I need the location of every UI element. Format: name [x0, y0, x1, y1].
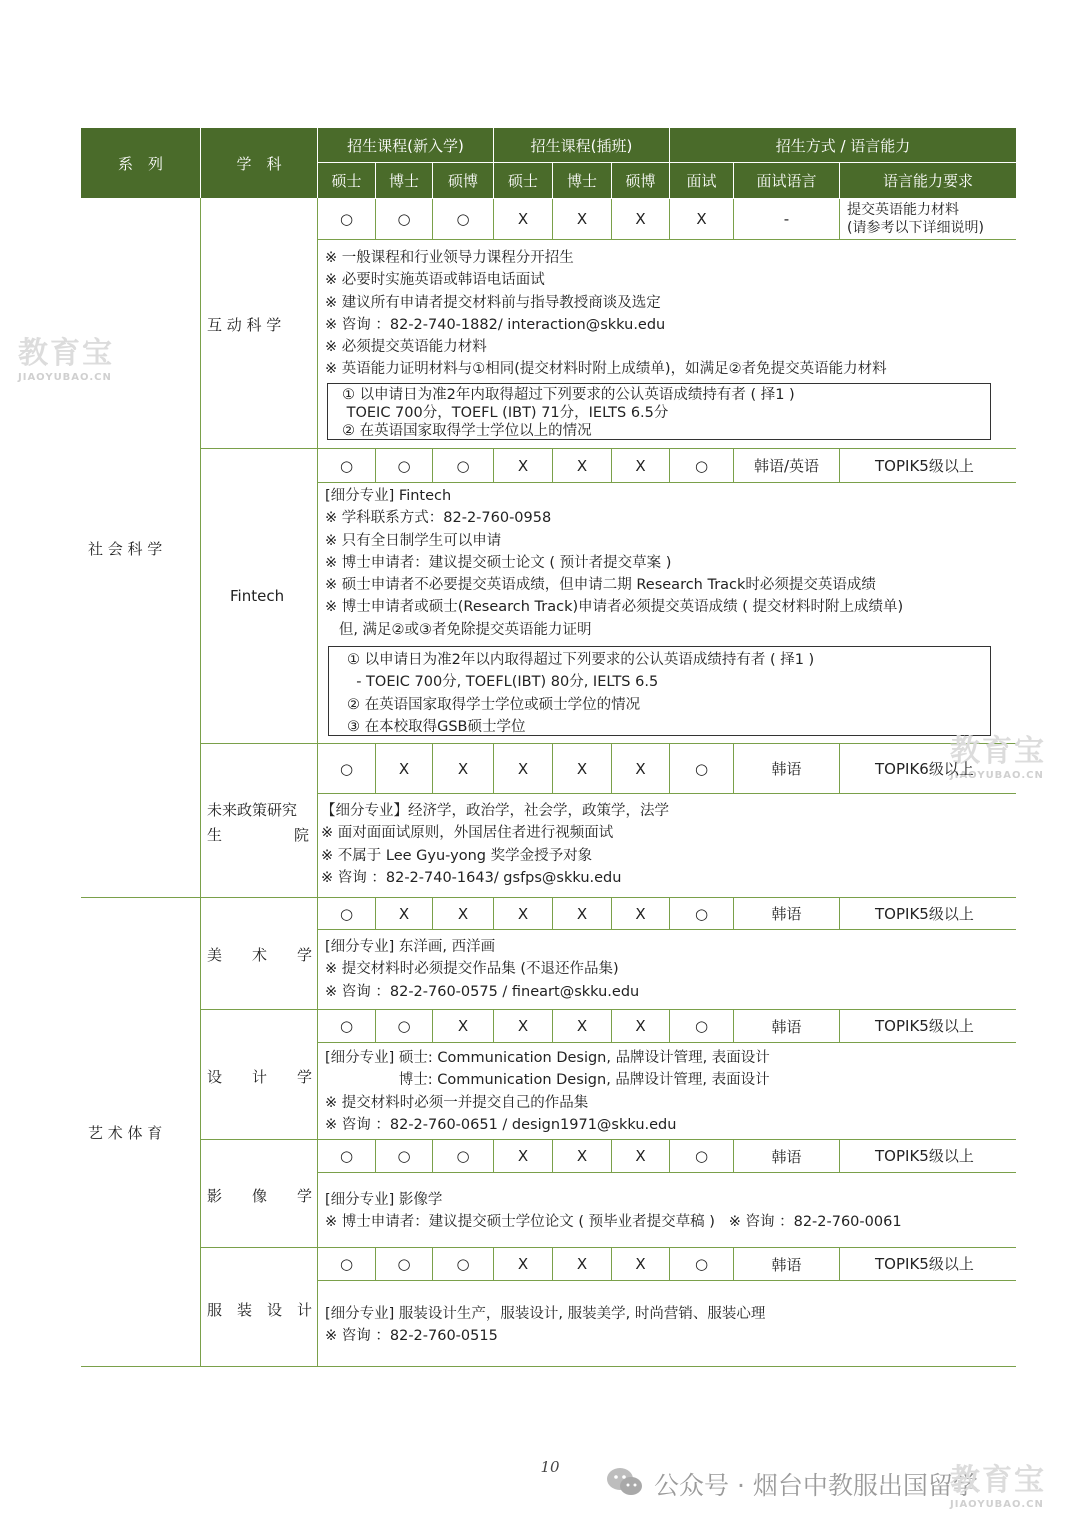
- grid-line: [839, 449, 840, 482]
- status-cell: ○: [397, 456, 411, 475]
- grid-line: [432, 1248, 433, 1280]
- status-cell: ○: [339, 904, 354, 923]
- col-header: 面试: [670, 163, 733, 198]
- grid-line: [733, 898, 734, 929]
- status-cell: X: [635, 1255, 646, 1273]
- grid-line: [669, 1140, 670, 1172]
- grid-line: [669, 199, 670, 239]
- grid-line: [493, 744, 494, 793]
- grid-line: [493, 898, 494, 929]
- row-notes: [细分专业] 服装设计生产，服装设计, 服装美学, 时尚营销、服装心理 ※ 咨询 ：82-2-760-0515: [325, 1306, 766, 1345]
- grid-line: [200, 198, 201, 1367]
- status-cell: TOPIK5级以上: [875, 456, 974, 475]
- grid-line: [611, 1010, 612, 1042]
- grid-line: [318, 1280, 1016, 1281]
- status-cell: X: [635, 1017, 646, 1035]
- status-cell: X: [576, 456, 588, 475]
- status-cell: ○: [694, 759, 709, 778]
- grid-line: [552, 1010, 553, 1042]
- status-cell: ○: [456, 456, 470, 475]
- grid-line: [318, 793, 1016, 794]
- header-group-method: 招生方式 / 语言能力: [670, 128, 1016, 162]
- col-header: 硕士: [318, 163, 375, 198]
- status-cell: X: [517, 759, 529, 778]
- grid-line: [493, 1010, 494, 1042]
- status-cell: X: [517, 904, 529, 923]
- major-name: 美 术 学: [207, 946, 313, 964]
- grid-line: [375, 898, 376, 929]
- grid-line: [669, 449, 670, 482]
- status-cell: X: [398, 759, 410, 778]
- grid-line: [611, 449, 612, 482]
- col-header: 面试语言: [734, 163, 839, 198]
- major-name: Fintech: [230, 587, 285, 605]
- status-cell: X: [517, 210, 529, 228]
- grid-line: [733, 744, 734, 793]
- grid-line: [493, 1248, 494, 1280]
- major-name: 生: [207, 826, 223, 844]
- grid-line: [733, 449, 734, 482]
- status-cell: ○: [694, 904, 709, 923]
- row-notes: 【细分专业】经济学，政治学，社会学，政策学，法学 ※ 面对面面试原则，外国居住者进行视频面试 ※ 不属于 Lee Gyu-yong 奖学金授予对象 ※ 咨询 ：82-2-740-1643/ gsfps@skku.edu: [321, 803, 669, 886]
- status-cell: TOPIK6级以上: [875, 759, 974, 778]
- status-cell: -: [783, 210, 790, 228]
- wechat-icon: [606, 1466, 644, 1498]
- status-cell: TOPIK5级以上: [875, 1017, 974, 1035]
- col-header: 博士: [553, 163, 611, 198]
- status-cell: X: [576, 1017, 588, 1035]
- status-cell: ○: [339, 210, 354, 228]
- grid-line: [375, 744, 376, 793]
- watermark: [18, 328, 114, 383]
- status-cell: ○: [694, 456, 709, 475]
- status-cell: X: [457, 904, 469, 923]
- grid-line: [318, 1172, 1016, 1173]
- grid-line: [375, 449, 376, 482]
- grid-line: [611, 1140, 612, 1172]
- watermark-url: JIAOYUBAO.CN: [950, 1499, 1044, 1510]
- grid-line: [733, 199, 734, 239]
- notes-box: ① 以申请日为准2年以内取得超过下列要求的公认英语成绩持有者 ( 择1 ) - TOEIC 700分, TOEFL(IBT) 80分, IELTS 6.5 ② 在英语国家取得学士学位或硕士学位的情况 ③ 在本校取得GSB硕士学位: [328, 646, 991, 736]
- status-cell: ○: [339, 456, 354, 475]
- row-notes: [细分专业] Fintech ※ 学科联系方式：82-2-760-0958 ※ 只有全日制学生可以申请 ※ 博士申请者：建议提交硕士论文 ( 预计者提交草案 ) ※ 硕士申请者不必要提交英语成绩，但申请二期 Research Track时必须提交英语成绩 ※ 博士申请者或硕士(Research Track)申请者必须提交英语成绩 ( 提交材料时附上成绩单) 但, 满足②或③者免除提交英语能力证明: [325, 488, 904, 638]
- grid-line: [839, 1140, 840, 1172]
- status-cell: X: [635, 456, 646, 475]
- watermark-text: 教育宝: [18, 336, 114, 371]
- status-cell: X: [635, 1147, 646, 1165]
- status-cell: ○: [397, 1147, 411, 1165]
- major-name: 影 像 学: [207, 1187, 313, 1205]
- watermark-text: 教育宝: [950, 734, 1046, 769]
- status-cell: X: [457, 759, 469, 778]
- col-header: 硕博: [612, 163, 669, 198]
- grid-line: [318, 239, 1016, 240]
- status-cell: X: [517, 456, 529, 475]
- watermark: [950, 1455, 1046, 1510]
- status-cell: ○: [694, 1017, 709, 1035]
- status-cell: X: [576, 759, 588, 778]
- status-cell: X: [696, 210, 707, 228]
- grid-line: [611, 744, 612, 793]
- status-cell: ○: [456, 1147, 470, 1165]
- status-cell: ○: [339, 759, 354, 778]
- grid-line: [552, 1248, 553, 1280]
- grid-line: [432, 1010, 433, 1042]
- grid-line: [839, 1248, 840, 1280]
- status-cell: 韩语: [771, 1017, 802, 1036]
- grid-line: [733, 1140, 734, 1172]
- status-cell: TOPIK5级以上: [875, 1147, 974, 1165]
- grid-line: [611, 199, 612, 239]
- status-cell: ○: [397, 1017, 411, 1035]
- grid-line: [733, 1248, 734, 1280]
- grid-line: [375, 1140, 376, 1172]
- status-cell: X: [517, 1017, 529, 1035]
- status-cell: ○: [694, 1147, 709, 1165]
- row-notes: [细分专业] 东洋画, 西洋画 ※ 提交材料时必须提交作品集 (不退还作品集) ※ 咨询 ：82-2-760-0575 / fineart@skku.edu: [325, 939, 640, 1000]
- col-header: 硕博: [433, 163, 493, 198]
- row-notes: [细分专业] 影像学 ※ 博士申请者：建议提交硕士学位论文 ( 预毕业者提交草稿 ) ※ 咨询 ：82-2-760-0061: [325, 1192, 902, 1231]
- status-cell: ○: [339, 1017, 354, 1035]
- major-name: 服 装 设 计: [207, 1301, 313, 1319]
- grid-line: [552, 449, 553, 482]
- row-notes: [细分专业] 硕士: Communication Design, 品牌设计管理, 表面设计 博士: Communication Design, 品牌设计管理, 表面设计 ※ 提交材料时必须一并提交自己的作品集 ※ 咨询 ：82-2-760-0651 / design1971@skku.edu: [325, 1050, 770, 1133]
- header-major: 学 科: [201, 128, 317, 198]
- grid-line: [552, 199, 553, 239]
- grid-line: [375, 199, 376, 239]
- grid-line: [493, 199, 494, 239]
- status-cell: X: [635, 759, 646, 778]
- grid-line: [432, 744, 433, 793]
- status-cell: 韩语: [771, 1147, 802, 1166]
- status-cell: X: [576, 1147, 588, 1165]
- status-cell: 提交英语能力材料 (请参考以下详细说明): [847, 202, 984, 236]
- col-header: 语言能力要求: [840, 163, 1016, 198]
- department-label: 艺 术 体 育: [88, 1124, 163, 1142]
- wechat-account: 公众号 · 烟台中教服出国留学: [654, 1471, 978, 1500]
- grid-line: [493, 449, 494, 482]
- col-header: 硕士: [494, 163, 552, 198]
- status-cell: X: [635, 210, 646, 228]
- status-cell: X: [457, 1017, 469, 1035]
- grid-line: [669, 744, 670, 793]
- grid-line: [552, 744, 553, 793]
- status-cell: ○: [339, 1147, 354, 1165]
- grid-line: [839, 1010, 840, 1042]
- major-name: 院: [294, 826, 310, 844]
- grid-line: [81, 1366, 1016, 1367]
- status-cell: X: [635, 904, 646, 923]
- grid-line: [552, 1140, 553, 1172]
- grid-line: [669, 1010, 670, 1042]
- status-cell: X: [398, 904, 410, 923]
- watermark-text: 教育宝: [950, 1463, 1046, 1498]
- watermark-url: JIAOYUBAO.CN: [950, 770, 1044, 781]
- major-name: 互 动 科 学: [207, 316, 282, 334]
- grid-line: [318, 482, 1016, 483]
- watermark-url: JIAOYUBAO.CN: [18, 372, 112, 383]
- status-cell: ○: [397, 210, 411, 228]
- grid-line: [669, 898, 670, 929]
- notes-box: ① 以申请日为准2年内取得超过下列要求的公认英语成绩持有者 ( 择1 ) TOEIC 700分，TOEFL (IBT) 71分，IELTS 6.5分 ② 在英语国家取得学士学位以上的情况: [327, 383, 991, 440]
- grid-line: [839, 898, 840, 929]
- status-cell: ○: [456, 210, 470, 228]
- status-cell: ○: [456, 1255, 470, 1273]
- status-cell: 韩语: [771, 760, 802, 778]
- status-cell: 韩语: [771, 905, 802, 923]
- grid-line: [839, 199, 840, 239]
- grid-line: [375, 1010, 376, 1042]
- major-name: 设 计 学: [207, 1068, 313, 1086]
- status-cell: ○: [339, 1255, 354, 1273]
- status-cell: TOPIK5级以上: [875, 1255, 974, 1273]
- grid-line: [432, 898, 433, 929]
- status-cell: X: [576, 904, 588, 923]
- header-group-new: 招生课程(新入学): [318, 128, 493, 162]
- grid-line: [318, 929, 1016, 930]
- status-cell: ○: [694, 1255, 709, 1273]
- grid-line: [318, 1042, 1016, 1043]
- grid-line: [733, 1010, 734, 1042]
- department-label: 社 会 科 学: [88, 540, 163, 558]
- major-name: 未来政策研究: [207, 801, 298, 819]
- status-cell: ○: [397, 1255, 411, 1273]
- status-cell: X: [517, 1255, 529, 1273]
- grid-line: [552, 898, 553, 929]
- status-cell: TOPIK5级以上: [875, 904, 974, 923]
- grid-line: [669, 1248, 670, 1280]
- status-cell: X: [517, 1147, 529, 1165]
- grid-line: [432, 1140, 433, 1172]
- grid-line: [432, 449, 433, 482]
- status-cell: 韩语/英语: [753, 457, 820, 475]
- grid-line: [432, 199, 433, 239]
- grid-line: [375, 1248, 376, 1280]
- grid-line: [611, 898, 612, 929]
- status-cell: X: [576, 1255, 588, 1273]
- grid-line: [493, 1140, 494, 1172]
- grid-line: [839, 744, 840, 793]
- status-cell: 韩语: [771, 1255, 802, 1274]
- page-number: 10: [540, 1458, 560, 1476]
- status-cell: X: [576, 210, 588, 228]
- grid-line: [611, 1248, 612, 1280]
- header-group-transfer: 招生课程(插班): [494, 128, 669, 162]
- row-notes: ※ 一般课程和行业领导力课程分开招生 ※ 必要时实施英语或韩语电话面试 ※ 建议所有申请者提交材料前与指导教授商谈及选定 ※ 咨询 ：82-2-740-1882/ interaction@skku.edu ※ 必须提交英语能力材料 ※ 英语能力证明材料与①相同(提交材料时附上成绩单)，如满足②者免提交英语能力材料: [325, 250, 887, 378]
- header-dept: 系 列: [81, 128, 200, 198]
- col-header: 博士: [376, 163, 432, 198]
